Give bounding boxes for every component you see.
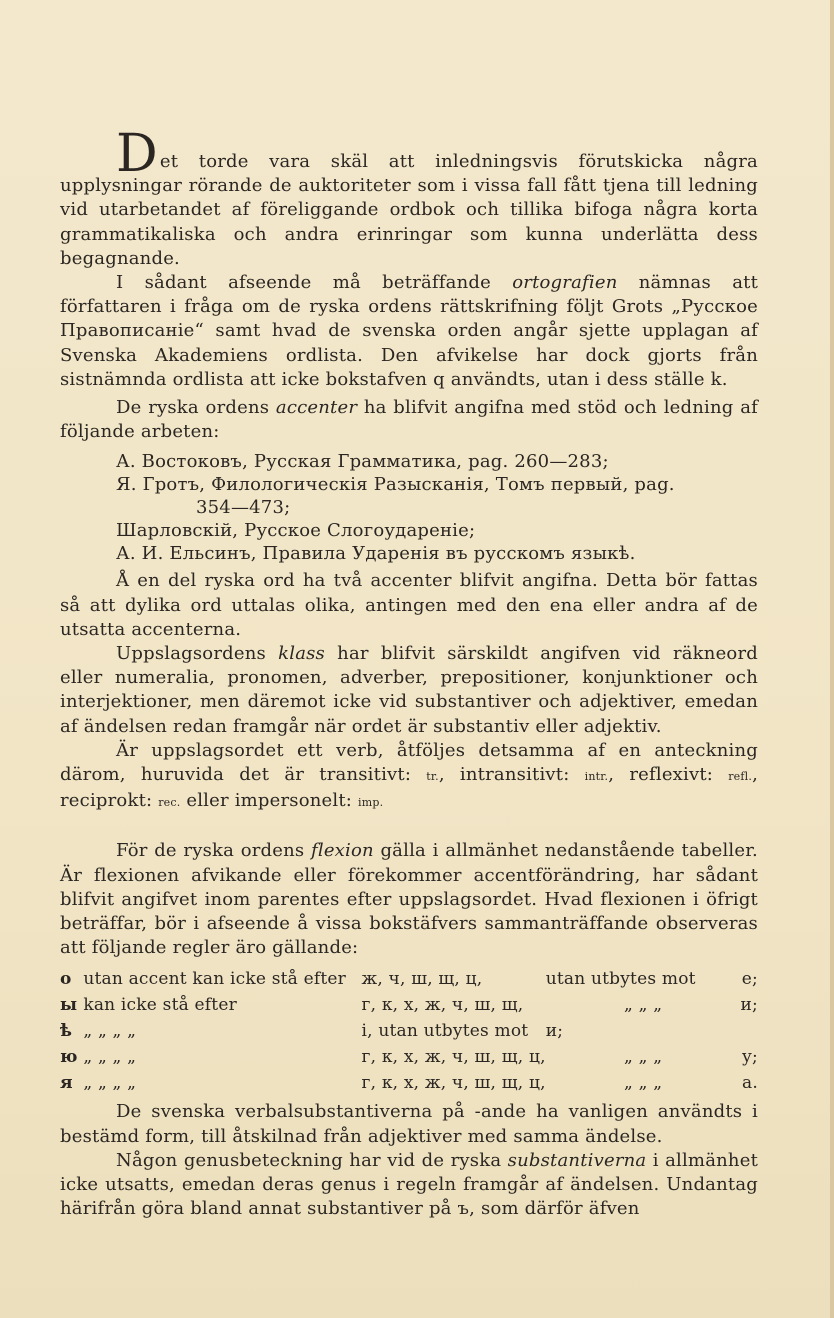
table-row: я „ „ „ „ г, к, х, ж, ч, ш, щ, ц, „ „ „ а. (60, 1073, 758, 1094)
paragraph-verbal-nouns: De svenska verbalsubstantiverna på -ande ha vanligen användts i bestämd form, till åtskilnad från adjektiver med samma ändelse. (60, 1101, 758, 1147)
table-row: ы kan icke stå efter г, к, х, ж, ч, ш, щ, „ „ „ и; (60, 995, 758, 1016)
paragraph-intro: Det torde vara skäl att inledningsvis förutskicka några upplysningar rörande de auktoriteter som i vissa fall fått tjena till ledning vid utarbetandet af föreliggande ordbok och tillika bifoga några korta grammatikaliska och andra erinringar som kunna underlätta dess begagnande. (60, 124, 758, 269)
reference-item: Я. Гротъ, Филологическія Разысканія, Томъ первый, pag. (116, 474, 675, 496)
reference-item-continued: 354—473; (196, 497, 291, 519)
paragraph-double-accents: Å en del ryska ord ha två accenter blifvit angifna. Detta bör fattas så att dylika ord uttalas olika, antingen med den ena eller andra af de utsatta accenterna. (60, 570, 758, 640)
flexion-rules-table (60, 966, 758, 1096)
paragraph-verbs: Är uppslagsordet ett verb, åtföljes detsamma af en anteckning därom, huruvida det är transitivt: tr., intransitivt: intr., reflexivt: refl., reciprokt: rec. eller impersonelt: imp. (60, 739, 758, 812)
table-row: ю „ „ „ „ г, к, х, ж, ч, ш, щ, ц, „ „ „ у; (60, 1047, 758, 1068)
table-row: ѣ „ „ „ „ і, utan utbytes mot и; (60, 1021, 564, 1042)
table-row: о utan accent kan icke stå efter ж, ч, ш, щ, ц, utan utbytes mot е; (60, 969, 758, 990)
reference-item: А. Востоковъ, Русская Грамматика, pag. 260—283; (116, 451, 609, 473)
page-edge (830, 0, 834, 1318)
paragraph-orthography: I sådant afseende må beträffande ortografien nämnas att författaren i fråga om de ryska ordens rättskrifning följt Grots „Русское Правописаніе“ samt hvad de svenska orden angår sjette upplagan af Svenska Akademiens ordlista. Den afvikelse har dock gjorts från sistnämnda ordlista att icke bokstafven q användts, utan i dess ställe k. (60, 272, 758, 390)
reference-list (116, 450, 758, 565)
paragraph-accents: De ryska ordens accenter ha blifvit angifna med stöd och ledning af följande arbeten: (60, 397, 758, 443)
reference-item: А. И. Ельсинъ, Правила Ударенія въ русскомъ языкѣ. (116, 543, 636, 565)
reference-item: Шарловскій, Русское Слогоудареніе; (116, 520, 476, 542)
body-text (60, 124, 758, 1222)
paragraph-word-class: Uppslagsordens klass har blifvit särskildt angifven vid räkneord eller numeralia, pronomen, adverber, prepositioner, konjunktioner och interjektioner, men däremot icke vid substantiver och adjektiver, emedan af ändelsen redan framgår när ordet är substantiv eller adjektiv. (60, 643, 758, 737)
paragraph-gender: Någon genusbeteckning har vid de ryska substantiverna i allmänhet icke utsatts, emedan deras genus i regeln framgår af ändelsen. Undantag härifrån göra bland annat substantiver på ъ, som därför äfven (60, 1149, 758, 1220)
paragraph-flexion: För de ryska ordens flexion gälla i allmänhet nedanstående tabeller. Är flexionen afvikande eller förekommer accentförändring, har sådant blifvit angifvet inom parentes efter uppslagsordet. Hvad flexionen i öfrigt beträffar, bör i afseende å vissa bokstäfvers sammanträffande observeras att följande regler äro gällande: (60, 840, 758, 959)
spacer (60, 815, 758, 839)
drop-cap: D (116, 124, 158, 184)
